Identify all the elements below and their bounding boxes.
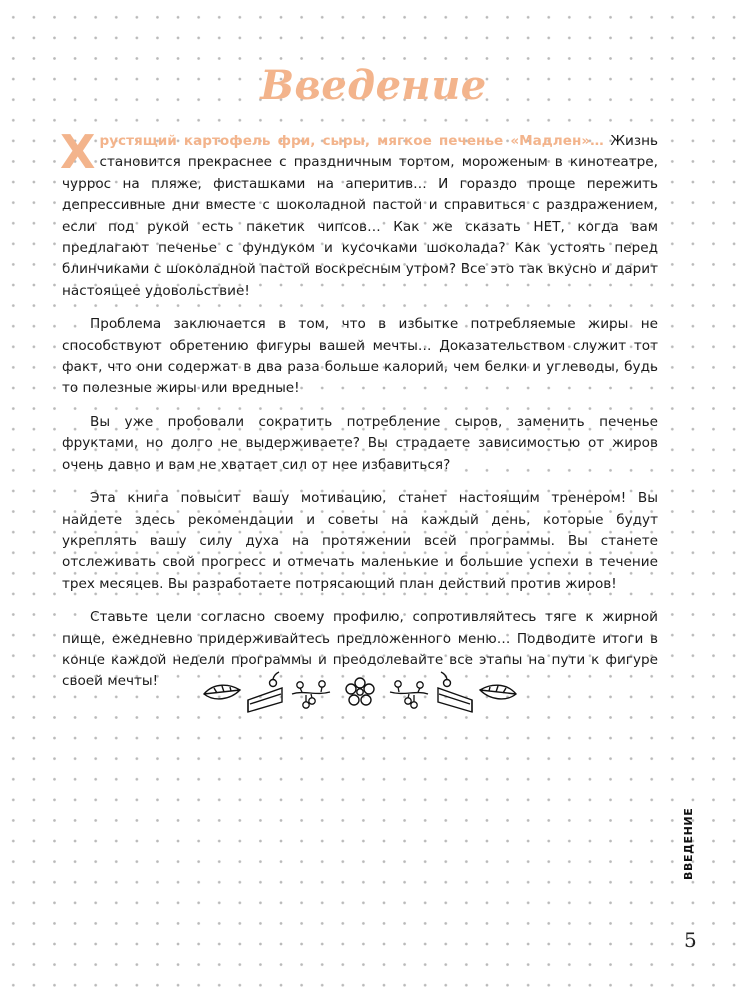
leaf-icon bbox=[480, 685, 516, 699]
cake-slice-icon bbox=[248, 672, 282, 712]
intro-highlight: рустящий картофель фри, сыры, мягкое печенье «Мадлен»… bbox=[99, 133, 604, 149]
section-side-label: ВВЕДЕНИЕ bbox=[682, 807, 695, 880]
cake-slice-icon bbox=[438, 672, 472, 712]
paragraph-motivation: Эта книга повысит вашу мотивацию, станет настоящим тренером! Вы найдете здесь рекомендации и советы на каждый день, которые будут укреплять вашу силу духа на протяжении всей программы. Вы станете отслеживать свой прогресс и отмечать маленькие и большие успехи в течение трех месяцев. Вы разработаете потрясающий план действий против жиров! bbox=[62, 490, 658, 592]
paragraph-problem: Проблема заключается в том, что в избытке потребляемые жиры не способствуют обретению фигуры вашей мечты… Доказательством служит тот факт, что они содержат в два раза больше калорий, чем белки и углеводы, будь то полезные жиры или вредные! bbox=[62, 316, 658, 397]
intro-text: Жизнь становится прекраснее с праздничным тортом, мороженым в кинотеатре, чуррос на пляже, фисташками на аперитив… И гораздо проще пережить депрессивные дни вместе с шоколадной пастой и справиться с раздражением, если под рукой есть пакетик чипсов… Как же сказать НЕТ, когда вам предлагают печенье с фундуком и кусочками шоколада? Как устоять перед блинчиками с шоколадной пастой воскресным утром? Все это так вкусно и дарит настоящее удовольствие! bbox=[62, 133, 658, 299]
decorative-ornament bbox=[200, 668, 520, 716]
page-number: 5 bbox=[684, 928, 697, 952]
paragraph-question: Вы уже пробовали сократить потребление сыров, заменить печенье фруктами, но долго не выдерживаете? Вы страдаете зависимостью от жиров очень давно и вам не хватает сил от нее избавиться? bbox=[62, 413, 658, 473]
drop-cap: Х bbox=[60, 125, 96, 179]
leaf-icon bbox=[204, 685, 240, 699]
body-text bbox=[60, 125, 658, 705]
intro-paragraph bbox=[60, 125, 658, 302]
page-title: Введение bbox=[260, 62, 487, 109]
flower-icon bbox=[346, 678, 374, 705]
berry-branch-icon bbox=[292, 681, 330, 708]
berry-branch-icon bbox=[390, 681, 428, 708]
paragraph-goals: Ставьте цели согласно своему профилю, сопротивляйтесь тяге к жирной пище, ежедневно придерживайтесь предложенного меню… Подводите итоги в конце каждой недели программы и преодолевайте все этапы на пути к фигуре своей мечты! bbox=[62, 609, 658, 690]
